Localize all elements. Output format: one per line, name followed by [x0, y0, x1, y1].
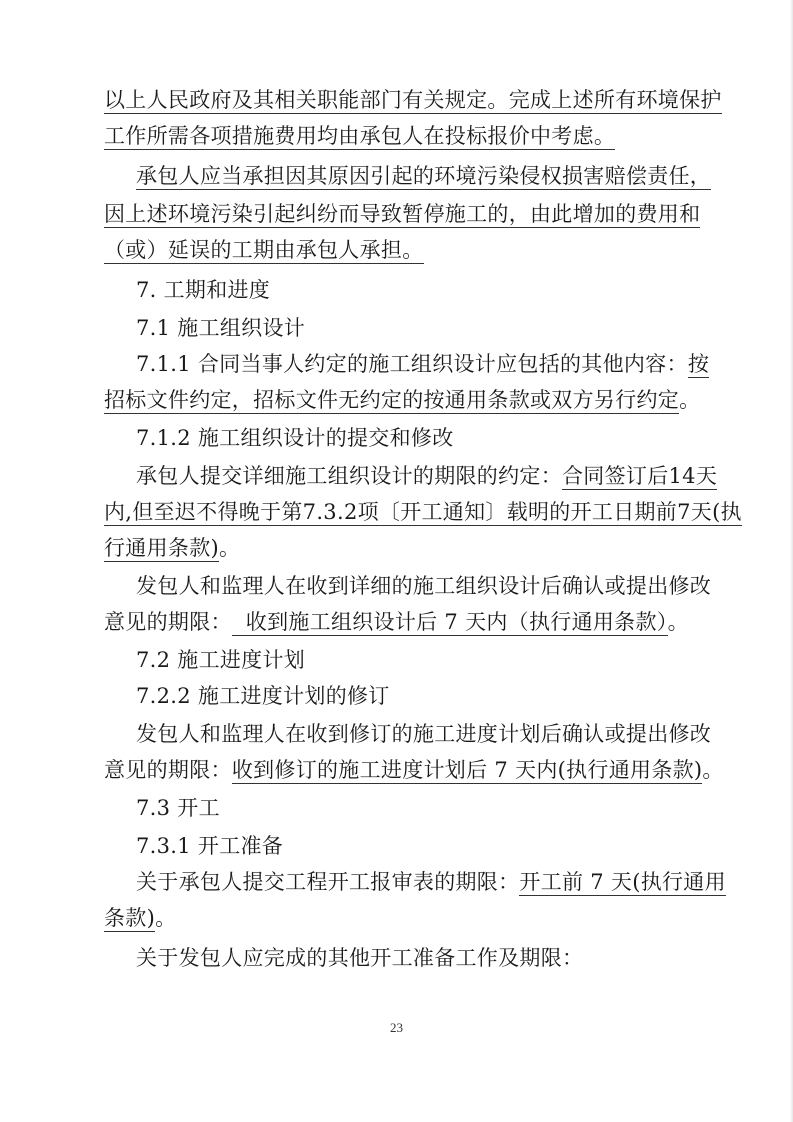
- clause-text: 意见的期限：: [104, 758, 232, 782]
- underlined-text: 收到修订的施工进度计划后 7 天内(执行通用条款): [231, 758, 703, 782]
- section-heading-7-2-2: 7.2.2 施工进度计划的修订: [136, 684, 390, 708]
- punctuation: 。: [219, 536, 241, 560]
- punctuation: 。: [155, 906, 177, 930]
- text-line: [104, 386, 700, 414]
- underlined-text: 以上人民政府及其相关职能部门有关规定。完成上述所有环境保护: [104, 88, 722, 112]
- text-line: 发包人和监理人在收到详细的施工组织设计后确认或提出修改: [136, 574, 712, 598]
- section-heading-7: 7. 工期和进度: [136, 278, 271, 302]
- punctuation: 。: [679, 388, 701, 412]
- underlined-text: 招标文件约定，招标文件无约定的按通用条款或双方另行约定: [104, 388, 680, 412]
- underlined-text: 因上述环境污染引起纠纷而导致暂停施工的，由此增加的费用和: [104, 202, 701, 226]
- underlined-text: 收到施工组织设计后 7 天内（执行通用条款）: [231, 610, 668, 634]
- section-heading-7-1: 7.1 施工组织设计: [136, 316, 306, 340]
- text-line: [104, 534, 240, 562]
- underlined-text: 开工前 7 天(执行通用: [519, 870, 726, 894]
- underlined-text: 合同签订后14天: [562, 464, 718, 488]
- underlined-text: 工作所需各项措施费用均由承包人在投标报价中考虑。: [104, 124, 616, 148]
- text-line: [104, 498, 742, 526]
- text-line: [104, 122, 615, 150]
- underlined-text: （或）延误的工期由承包人承担。: [104, 238, 424, 262]
- clause-text: 意见的期限：: [104, 610, 232, 634]
- text-line: [136, 350, 709, 378]
- section-heading-7-3-1: 7.3.1 开工准备: [136, 834, 284, 858]
- text-line: [104, 756, 724, 784]
- punctuation: 。: [702, 758, 724, 782]
- underlined-text: 条款): [104, 906, 156, 930]
- text-line: [104, 608, 689, 636]
- text-line: [104, 86, 722, 114]
- text-line: [136, 868, 726, 896]
- underlined-text: 行通用条款): [104, 536, 219, 560]
- underlined-text: 按: [687, 352, 710, 376]
- section-heading-7-1-2: 7.1.2 施工组织设计的提交和修改: [136, 426, 454, 450]
- text-line: 关于发包人应完成的其他开工准备工作及期限：: [136, 946, 584, 970]
- text-line: 发包人和监理人在收到修订的施工进度计划后确认或提出修改: [136, 722, 712, 746]
- text-line: [104, 236, 424, 264]
- text-line: [104, 904, 176, 932]
- page-number: 23: [390, 1020, 403, 1035]
- section-heading-7-3: 7.3 开工: [136, 796, 220, 820]
- punctuation: 。: [667, 610, 689, 634]
- section-heading-7-2: 7.2 施工进度计划: [136, 648, 306, 672]
- clause-text: 承包人提交详细施工组织设计的期限的约定：: [136, 464, 562, 488]
- underlined-text: 承包人应当承担因其原因引起的环境污染侵权损害赔偿责任，: [136, 164, 712, 188]
- clause-text: 关于承包人提交工程开工报审表的期限：: [136, 870, 520, 894]
- underlined-text: 内,但至迟不得晚于第7.3.2项〔开工通知〕载明的开工日期前7天(执: [104, 500, 742, 524]
- clause-text: 7.1.1 合同当事人约定的施工组织设计应包括的其他内容：: [136, 352, 688, 376]
- text-line: [136, 162, 711, 190]
- text-line: [104, 200, 700, 228]
- text-line: [136, 462, 717, 490]
